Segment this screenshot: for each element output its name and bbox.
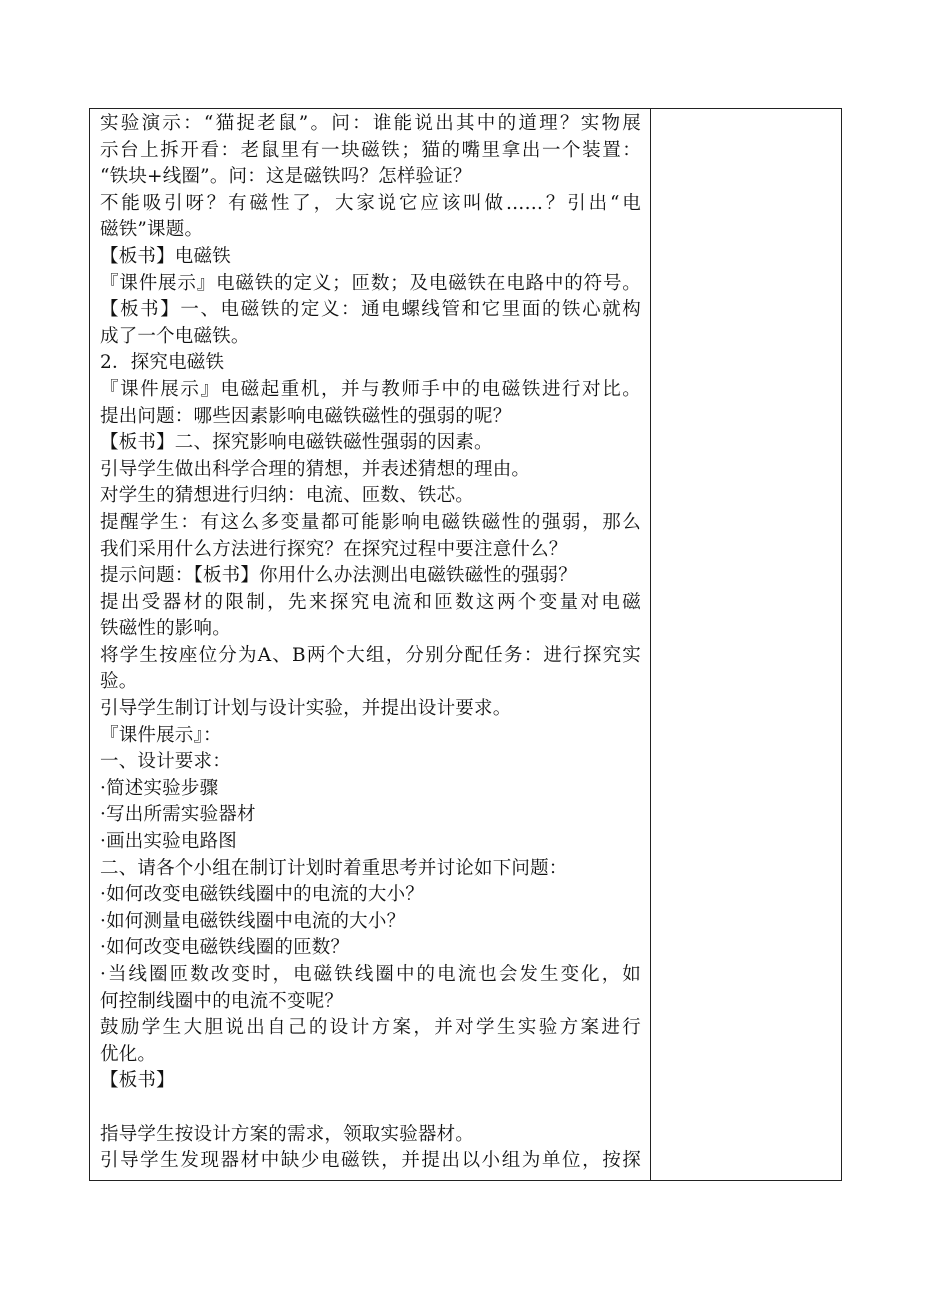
text-line: 【板书】电磁铁	[100, 245, 231, 267]
text-line: 提醒学生：有这么多变量都可能影响电磁铁磁性的强弱，那么	[100, 511, 641, 533]
text-line: 『课件展示』电磁起重机，并与教师手中的电磁铁进行对比。	[100, 378, 641, 400]
bullet-item: ·当线圈匝数改变时，电磁铁线圈中的电流也会发生变化，如	[100, 964, 641, 985]
text-line: 【板书】	[100, 1070, 175, 1092]
text-line: “铁块+线圈”。问：这是磁铁吗？怎样验证？	[100, 166, 472, 188]
text-line: 【板书】二、探究影响电磁铁磁性强弱的因素。	[100, 432, 493, 454]
text-line: 提出问题：哪些因素影响电磁铁磁性的强弱的呢？	[100, 405, 512, 427]
blank-line	[100, 1095, 641, 1122]
text-line: 对学生的猜想进行归纳：电流、匝数、铁芯。	[100, 485, 475, 507]
bullet-item: ·如何改变电磁铁线圈中的电流的大小？	[100, 884, 424, 906]
text-line: 不能吸引呀？有磁性了，大家说它应该叫做……？引出“电	[100, 192, 641, 214]
text-line: 实验演示：“猫捉老鼠”。问：谁能说出其中的道理？实物展	[100, 113, 641, 134]
text-line: 铁磁性的影响。	[100, 618, 231, 640]
text-line: 何控制线圈中的电流不变呢？	[100, 990, 344, 1012]
text-line: 磁铁”课题。	[100, 219, 204, 241]
text-line: 『课件展示』电磁铁的定义；匝数；及电磁铁在电路中的符号。	[100, 272, 641, 294]
text-line: 提示问题：【板书】你用什么办法测出电磁铁磁性的强弱？	[100, 565, 577, 587]
teaching-content	[90, 109, 650, 1175]
teaching-process-cell	[90, 109, 651, 1181]
text-line: 2．探究电磁铁	[100, 352, 225, 374]
text-line: 一、设计要求：	[100, 751, 231, 773]
text-line: 『课件展示』：	[100, 724, 222, 746]
bullet-item: ·如何测量电磁铁线圈中电流的大小？	[100, 910, 406, 932]
text-line: 示台上拆开看：老鼠里有一块磁铁；猫的嘴里拿出一个装置：	[100, 139, 641, 161]
text-line: 将学生按座位分为A、B两个大组，分别分配任务：进行探究实	[100, 644, 641, 666]
text-line: 优化。	[100, 1043, 157, 1065]
text-line: 鼓励学生大胆说出自己的设计方案，并对学生实验方案进行	[100, 1017, 641, 1039]
table-row	[90, 109, 842, 1181]
bullet-item: ·如何改变电磁铁线圈的匝数？	[100, 937, 350, 959]
text-line: 二、请各个小组在制订计划时着重思考并讨论如下问题：	[100, 857, 568, 879]
bullet-item: ·简述实验步骤	[100, 777, 219, 799]
text-line: 提出受器材的限制，先来探究电流和匝数这两个变量对电磁	[100, 591, 641, 613]
text-line: 验。	[100, 671, 138, 693]
bullet-item: ·画出实验电路图	[100, 831, 237, 853]
text-line: 我们采用什么方法进行探究？在探究过程中要注意什么？	[100, 538, 568, 560]
bullet-item: ·写出所需实验器材	[100, 804, 256, 826]
notes-cell	[651, 109, 842, 1181]
text-line: 引导学生发现器材中缺少电磁铁，并提出以小组为单位，按探	[100, 1150, 641, 1172]
text-line: 引导学生做出科学合理的猜想，并表述猜想的理由。	[100, 458, 531, 480]
text-line: 引导学生制订计划与设计实验，并提出设计要求。	[100, 698, 512, 720]
text-line: 成了一个电磁铁。	[100, 325, 250, 347]
text-line: 指导学生按设计方案的需求，领取实验器材。	[100, 1123, 475, 1145]
lesson-plan-table	[89, 108, 842, 1181]
text-line: 【板书】一、电磁铁的定义：通电螺线管和它里面的铁心就构	[100, 299, 641, 321]
